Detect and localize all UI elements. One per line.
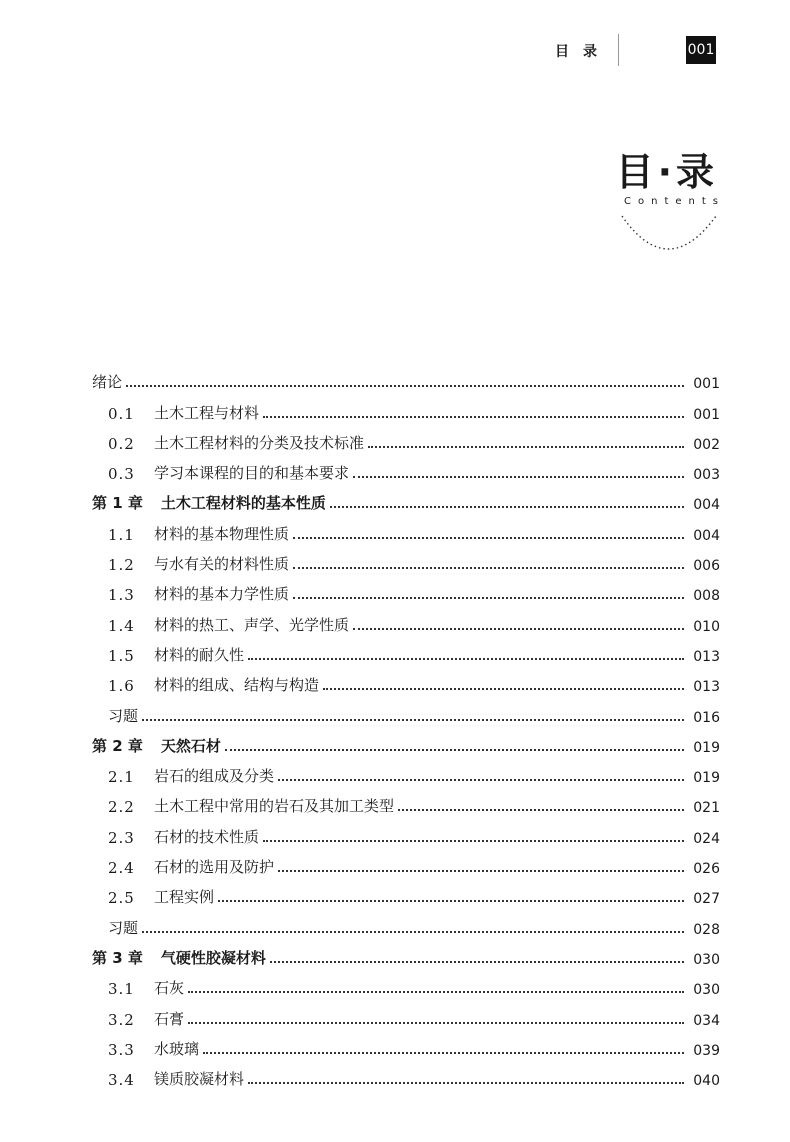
toc-entry-page: 019 — [693, 770, 720, 787]
toc-entry-page: 039 — [693, 1042, 720, 1059]
toc-entry-page: 002 — [693, 436, 720, 453]
toc-entry[interactable] — [92, 695, 720, 725]
toc-entry[interactable] — [92, 544, 720, 574]
toc-entry-number: 0.1 — [108, 404, 135, 423]
toc-entry-title: 天然石材 — [160, 736, 221, 755]
toc-entry-title: 土木工程材料的基本性质 — [160, 494, 326, 513]
toc-entry-number: 第 2 章 — [92, 736, 143, 755]
toc-chapter-entry[interactable] — [92, 726, 720, 756]
toc-entry-number: 3.2 — [108, 1010, 135, 1029]
toc-entry[interactable] — [92, 423, 720, 453]
running-title: 目录 — [555, 44, 611, 60]
header-divider — [618, 34, 619, 66]
toc-entry-number: 3.3 — [108, 1040, 135, 1059]
toc-entry[interactable] — [92, 816, 720, 846]
dot-leader — [248, 1081, 684, 1084]
dot-leader — [368, 445, 684, 448]
dot-leader — [278, 778, 684, 781]
toc-entry-page: 004 — [693, 527, 720, 544]
toc-entry-title: 土木工程材料的分类及技术标准 — [154, 433, 365, 452]
toc-entry-title: 学习本课程的目的和基本要求 — [154, 464, 350, 483]
toc-entry-title: 与水有关的材料性质 — [154, 555, 290, 574]
toc-entry-page: 013 — [693, 679, 720, 696]
dot-leader — [248, 657, 684, 660]
toc-entry-title: 土木工程中常用的岩石及其加工类型 — [154, 797, 395, 816]
toc-entry-title: 镁质胶凝材料 — [154, 1070, 245, 1089]
toc-entry[interactable] — [92, 877, 720, 907]
toc-entry[interactable] — [92, 513, 720, 543]
toc-chapter-entry[interactable] — [92, 938, 720, 968]
toc-entry-title: 工程实例 — [154, 888, 215, 907]
toc-entry[interactable] — [92, 907, 720, 937]
toc-entry-number: 1.4 — [108, 616, 135, 635]
toc-entry-page: 016 — [693, 709, 720, 726]
dot-leader — [203, 1051, 684, 1054]
toc-entry-title: 材料的基本物理性质 — [154, 524, 290, 543]
toc-entry-page: 001 — [693, 376, 720, 393]
dot-leader — [293, 566, 684, 569]
toc-entry-page: 008 — [693, 588, 720, 605]
toc-entry[interactable] — [92, 362, 720, 392]
toc-entry-page: 001 — [693, 406, 720, 423]
toc-entry-number: 3.4 — [108, 1071, 135, 1090]
dot-leader — [142, 930, 684, 933]
toc-entry-page: 028 — [693, 921, 720, 938]
toc-entry-number: 2.4 — [108, 859, 135, 878]
toc-entry[interactable] — [92, 1029, 720, 1059]
toc-entry-title: 绪论 — [92, 373, 123, 392]
toc-entry-page: 006 — [693, 558, 720, 575]
toc-entry-number: 1.5 — [108, 646, 135, 665]
page-number-badge: 001 — [686, 36, 716, 64]
toc-entry-number: 2.3 — [108, 828, 135, 847]
decorative-dotted-arc — [618, 212, 718, 252]
dot-leader — [353, 627, 684, 630]
toc-entry-number: 1.1 — [108, 525, 135, 544]
dot-leader — [142, 718, 684, 721]
toc-entry-title: 气硬性胶凝材料 — [160, 948, 266, 967]
toc-entry-number: 第 1 章 — [92, 494, 143, 513]
dot-leader — [188, 990, 684, 993]
dot-leader — [293, 596, 684, 599]
toc-entry-title: 岩石的组成及分类 — [154, 767, 275, 786]
toc-entry[interactable] — [92, 453, 720, 483]
toc-entry-page: 004 — [693, 497, 720, 514]
toc-entry-page: 026 — [693, 861, 720, 878]
toc-entry[interactable] — [92, 1059, 720, 1089]
dot-leader — [263, 415, 684, 418]
dot-leader — [398, 808, 684, 811]
toc-entry-title: 习题 — [108, 706, 139, 725]
toc-entry[interactable] — [92, 756, 720, 786]
toc-entry-title: 石材的技术性质 — [154, 827, 260, 846]
running-header — [0, 32, 790, 68]
toc-entry-number: 1.6 — [108, 677, 135, 696]
page-title: 目·录 — [615, 150, 718, 194]
toc-entry[interactable] — [92, 847, 720, 877]
dot-leader — [270, 960, 684, 963]
toc-entry-title: 水玻璃 — [154, 1039, 200, 1058]
dot-leader — [218, 899, 684, 902]
dot-leader — [263, 839, 684, 842]
toc-entry[interactable] — [92, 635, 720, 665]
toc-entry-page: 010 — [693, 618, 720, 635]
toc-entry-title: 石材的选用及防护 — [154, 858, 275, 877]
contents-title-block — [518, 150, 725, 207]
toc-entry-page: 034 — [693, 1012, 720, 1029]
toc-entry-title: 材料的组成、结构与构造 — [154, 676, 320, 695]
toc-entry-title: 材料的耐久性 — [154, 645, 245, 664]
toc-entry-page: 030 — [693, 951, 720, 968]
toc-entry[interactable] — [92, 604, 720, 634]
toc-entry-number: 3.1 — [108, 980, 135, 999]
toc-entry-title: 材料的热工、声学、光学性质 — [154, 615, 350, 634]
toc-entry-title: 石膏 — [154, 1009, 185, 1028]
toc-entry-page: 003 — [693, 467, 720, 484]
toc-entry-number: 0.2 — [108, 434, 135, 453]
toc-entry[interactable] — [92, 665, 720, 695]
toc-entry-page: 021 — [693, 800, 720, 817]
toc-entry[interactable] — [92, 998, 720, 1028]
toc-entry[interactable] — [92, 392, 720, 422]
toc-entry-number: 1.2 — [108, 556, 135, 575]
toc-entry-number: 2.1 — [108, 768, 135, 787]
dot-leader — [188, 1021, 684, 1024]
dot-leader — [330, 505, 684, 508]
dot-leader — [353, 475, 684, 478]
dot-leader — [323, 687, 684, 690]
dot-leader — [278, 869, 684, 872]
dot-leader — [293, 536, 684, 539]
toc-chapter-entry[interactable] — [92, 483, 720, 513]
page-subtitle: Contents — [624, 196, 725, 207]
toc-entry-page: 027 — [693, 891, 720, 908]
toc-entry[interactable] — [92, 968, 720, 998]
table-of-contents — [92, 362, 720, 1089]
toc-entry-page: 030 — [693, 982, 720, 999]
toc-entry-number: 第 3 章 — [92, 948, 143, 967]
toc-entry-number: 2.5 — [108, 889, 135, 908]
toc-entry-page: 040 — [693, 1073, 720, 1090]
toc-entry-title: 石灰 — [154, 979, 185, 998]
dot-leader — [126, 384, 684, 387]
toc-entry-title: 材料的基本力学性质 — [154, 585, 290, 604]
toc-entry-page: 019 — [693, 739, 720, 756]
toc-entry-title: 习题 — [108, 918, 139, 937]
toc-entry-number: 0.3 — [108, 465, 135, 484]
dot-leader — [225, 748, 684, 751]
toc-entry-number: 1.3 — [108, 586, 135, 605]
toc-entry-number: 2.2 — [108, 798, 135, 817]
toc-entry-page: 024 — [693, 830, 720, 847]
toc-entry[interactable] — [92, 786, 720, 816]
toc-entry-page: 013 — [693, 648, 720, 665]
toc-entry[interactable] — [92, 574, 720, 604]
toc-entry-title: 土木工程与材料 — [154, 403, 260, 422]
